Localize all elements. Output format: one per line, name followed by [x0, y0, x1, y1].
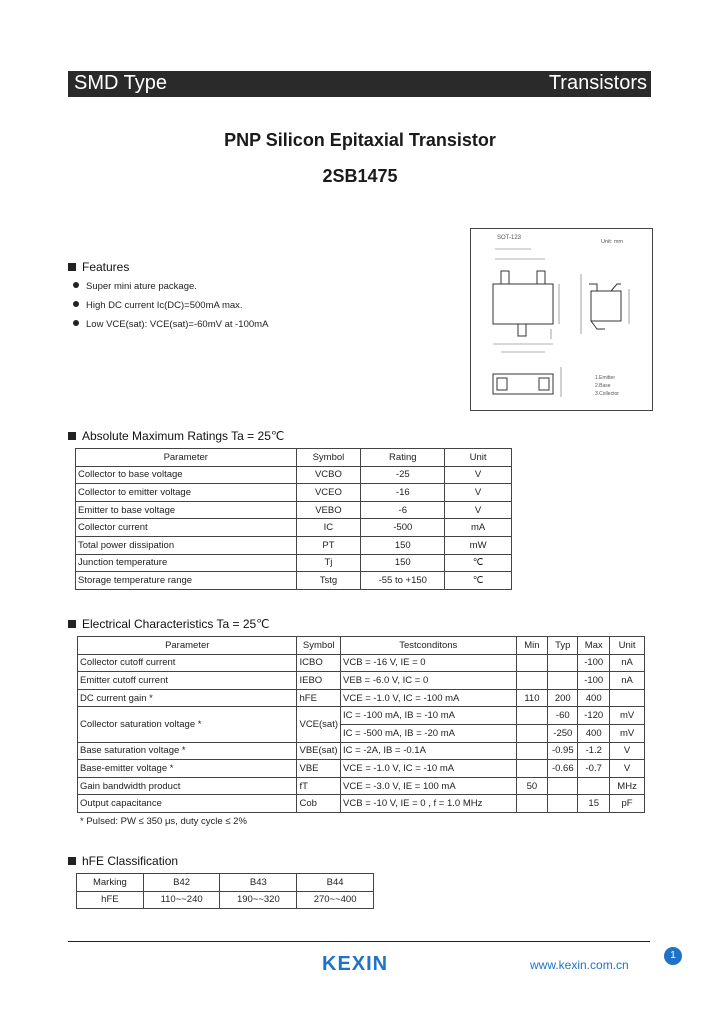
rating-cell: 150 [361, 536, 445, 554]
abs-max-table [75, 448, 512, 590]
parameter-cell: Storage temperature range [76, 572, 297, 590]
unit-cell: mV [610, 707, 645, 725]
symbol-cell: Tj [296, 554, 361, 572]
rating-cell: -6 [361, 501, 445, 519]
condition-cell: VEB = -6.0 V, IC = 0 [341, 672, 516, 690]
unit-cell [610, 689, 645, 707]
min-cell [516, 742, 548, 760]
table-row [76, 519, 512, 537]
marking-cell: B44 [297, 874, 374, 892]
hfe-heading [68, 854, 178, 868]
square-bullet-icon [68, 432, 76, 440]
typ-cell [548, 672, 578, 690]
parameter-cell: Collector to base voltage [76, 466, 297, 484]
max-cell: -0.7 [578, 760, 610, 778]
package-name: SOT-123 [497, 235, 522, 241]
min-cell [516, 760, 548, 778]
min-cell: 110 [516, 689, 548, 707]
column-header: Symbol [297, 637, 341, 655]
table-header-row [76, 449, 512, 467]
column-header: Parameter [76, 449, 297, 467]
table-row [76, 572, 512, 590]
bullet-icon [73, 320, 79, 326]
hfe-label-cell: hFE [77, 891, 144, 909]
unit-cell: nA [610, 672, 645, 690]
parameter-cell: Collector saturation voltage * [78, 707, 297, 742]
document-title: PNP Silicon Epitaxial Transistor [224, 130, 496, 150]
symbol-cell: VCE(sat) [297, 707, 341, 742]
max-cell: -120 [578, 707, 610, 725]
unit-cell: ℃ [445, 554, 512, 572]
min-cell [516, 672, 548, 690]
square-bullet-icon [68, 263, 76, 271]
parameter-cell: Base-emitter voltage * [78, 760, 297, 778]
unit-cell: nA [610, 654, 645, 672]
hfe-heading-text: hFE Classification [82, 854, 179, 868]
hfe-classification-table [76, 873, 374, 909]
column-header: Typ [548, 637, 578, 655]
abs-max-heading-text: Absolute Maximum Ratings Ta = 25℃ [82, 429, 285, 443]
unit-cell: pF [610, 795, 645, 813]
condition-cell: VCB = -10 V, IE = 0 , f = 1.0 MHz [341, 795, 516, 813]
table-row [78, 795, 645, 813]
table-header-row [78, 637, 645, 655]
header-bar [68, 71, 651, 97]
header-category: SMD Type [74, 72, 167, 94]
condition-cell: VCE = -1.0 V, IC = -100 mA [341, 689, 516, 707]
parameter-cell: Collector cutoff current [78, 654, 297, 672]
symbol-cell: Tstg [296, 572, 361, 590]
feature-text: Low VCE(sat): VCE(sat)=-60mV at -100mA [86, 319, 269, 330]
parameter-cell: Emitter to base voltage [76, 501, 297, 519]
symbol-cell: IEBO [297, 672, 341, 690]
min-cell [516, 795, 548, 813]
table-row [78, 689, 645, 707]
condition-cell: VCE = -3.0 V, IE = 100 mA [341, 777, 516, 795]
symbol-cell: ICBO [297, 654, 341, 672]
parameter-cell: Output capacitance [78, 795, 297, 813]
typ-cell: -250 [548, 724, 578, 742]
package-drawing [470, 228, 653, 411]
table-row [76, 466, 512, 484]
rating-cell: -55 to +150 [361, 572, 445, 590]
max-cell: -1.2 [578, 742, 610, 760]
rating-cell: -16 [361, 484, 445, 502]
table-row [77, 891, 374, 909]
feature-item [73, 281, 197, 292]
parameter-cell: Emitter cutoff current [78, 672, 297, 690]
column-header: Parameter [78, 637, 297, 655]
unit-cell: mA [445, 519, 512, 537]
features-heading-text: Features [82, 260, 130, 274]
table-row [76, 536, 512, 554]
parameter-cell: Total power dissipation [76, 536, 297, 554]
elec-heading-text: Electrical Characteristics Ta = 25℃ [82, 617, 270, 631]
table-row [78, 672, 645, 690]
symbol-cell: PT [296, 536, 361, 554]
typ-cell [548, 654, 578, 672]
page-number-badge: 1 [664, 947, 682, 965]
marking-cell: B43 [220, 874, 297, 892]
min-cell [516, 654, 548, 672]
rating-cell: -25 [361, 466, 445, 484]
typ-cell [548, 777, 578, 795]
unit-cell: ℃ [445, 572, 512, 590]
column-header: Min [516, 637, 548, 655]
parameter-cell: Collector current [76, 519, 297, 537]
typ-cell: -0.95 [548, 742, 578, 760]
max-cell: -100 [578, 654, 610, 672]
pin-label-2: 2.Base [595, 383, 611, 389]
feature-item [73, 300, 243, 311]
typ-cell: -60 [548, 707, 578, 725]
symbol-cell: hFE [297, 689, 341, 707]
symbol-cell: VCBO [296, 466, 361, 484]
feature-item [73, 319, 268, 330]
package-outline-diagram [471, 229, 652, 410]
table-row [76, 501, 512, 519]
unit-cell: mV [610, 724, 645, 742]
max-cell [578, 777, 610, 795]
column-header: Rating [361, 449, 445, 467]
feature-text: High DC current Ic(DC)=500mA max. [86, 300, 243, 311]
typ-cell [548, 795, 578, 813]
max-cell: 400 [578, 724, 610, 742]
column-header: Symbol [296, 449, 361, 467]
symbol-cell: Cob [297, 795, 341, 813]
symbol-cell: IC [296, 519, 361, 537]
rating-cell: -500 [361, 519, 445, 537]
unit-cell: V [445, 466, 512, 484]
table-row [78, 760, 645, 778]
unit-cell: V [610, 760, 645, 778]
hfe-range-cell: 270~~400 [297, 891, 374, 909]
kexin-logo: KEXIN [322, 953, 389, 975]
typ-cell: 200 [548, 689, 578, 707]
unit-cell: MHz [610, 777, 645, 795]
hfe-range-cell: 110~~240 [143, 891, 220, 909]
max-cell: 400 [578, 689, 610, 707]
pin-label-3: 3.Collector [595, 391, 619, 397]
website-link[interactable]: www.kexin.com.cn [530, 958, 629, 972]
table-row [78, 707, 645, 725]
table-row [76, 554, 512, 572]
bullet-icon [73, 282, 79, 288]
max-cell: -100 [578, 672, 610, 690]
footer-divider [68, 941, 650, 942]
unit-cell: V [610, 742, 645, 760]
condition-cell: VCE = -1.0 V, IC = -10 mA [341, 760, 516, 778]
column-header: Testconditons [341, 637, 516, 655]
hfe-range-cell: 190~~320 [220, 891, 297, 909]
table-row [78, 742, 645, 760]
table-row [78, 777, 645, 795]
table-row [78, 654, 645, 672]
min-cell [516, 707, 548, 725]
parameter-cell: Base saturation voltage * [78, 742, 297, 760]
square-bullet-icon [68, 620, 76, 628]
column-header: Unit [610, 637, 645, 655]
elec-heading [68, 617, 270, 631]
header-product-type: Transistors [548, 72, 647, 94]
table-row [77, 874, 374, 892]
electrical-characteristics-table [77, 636, 645, 813]
part-number: 2SB1475 [322, 166, 398, 186]
column-header: Max [578, 637, 610, 655]
symbol-cell: VEBO [296, 501, 361, 519]
rating-cell: 150 [361, 554, 445, 572]
abs-max-heading [68, 429, 284, 443]
square-bullet-icon [68, 857, 76, 865]
unit-cell: V [445, 501, 512, 519]
condition-cell: IC = -2A, IB = -0.1A [341, 742, 516, 760]
parameter-cell: Junction temperature [76, 554, 297, 572]
condition-cell: IC = -100 mA, IB = -10 mA [341, 707, 516, 725]
min-cell [516, 724, 548, 742]
min-cell: 50 [516, 777, 548, 795]
condition-cell: VCB = -16 V, IE = 0 [341, 654, 516, 672]
column-header: Unit [445, 449, 512, 467]
marking-cell: B42 [143, 874, 220, 892]
bullet-icon [73, 301, 79, 307]
unit-cell: V [445, 484, 512, 502]
unit-cell: mW [445, 536, 512, 554]
package-body-top-view [493, 284, 553, 324]
parameter-cell: Collector to emitter voltage [76, 484, 297, 502]
feature-text: Super mini ature package. [86, 281, 197, 292]
symbol-cell: fT [297, 777, 341, 795]
parameter-cell: DC current gain * [78, 689, 297, 707]
symbol-cell: VBE [297, 760, 341, 778]
symbol-cell: VBE(sat) [297, 742, 341, 760]
pin-label-1: 1.Emitter [595, 375, 616, 381]
features-heading [68, 260, 129, 274]
parameter-cell: Gain bandwidth product [78, 777, 297, 795]
condition-cell: IC = -500 mA, IB = -20 mA [341, 724, 516, 742]
symbol-cell: VCEO [296, 484, 361, 502]
typ-cell: -0.66 [548, 760, 578, 778]
package-unit: Unit: mm [601, 239, 623, 245]
marking-label-cell: Marking [77, 874, 144, 892]
pulse-footnote: * Pulsed: PW ≤ 350 μs, duty cycle ≤ 2% [80, 816, 247, 827]
table-row [76, 484, 512, 502]
max-cell: 15 [578, 795, 610, 813]
